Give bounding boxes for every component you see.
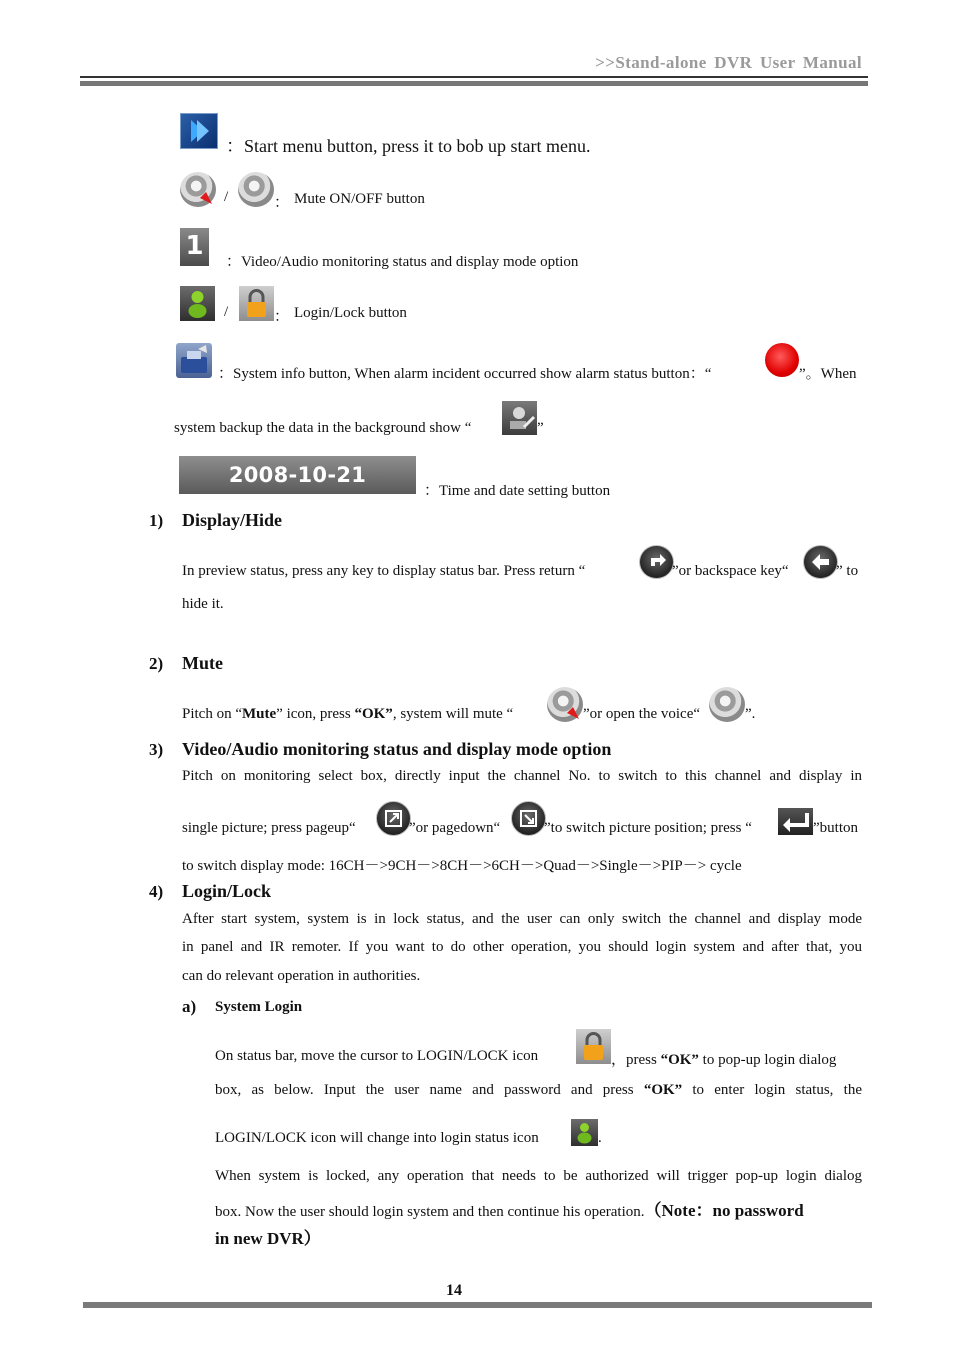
login-paragraph-3-a: LOGIN/LOCK icon will change into login status icon <box>215 1130 539 1146</box>
legend-monitor-text: ：Video/Audio monitoring status and display mode option <box>226 254 579 270</box>
section-3-line-3: to switch display mode: 16CH－>9CH－>8CH－>6CH－>Quad－>Single－>PIP－> cycle <box>182 858 742 874</box>
legend-backup-text: system backup the data in the background show “ <box>174 420 472 436</box>
legend-sysinfo-tail: ”。When <box>799 366 857 382</box>
footer-rule <box>83 1302 872 1308</box>
section-2-text-g: ”. <box>745 706 756 722</box>
slash: / <box>224 304 229 320</box>
channel-one-icon: 1 <box>180 228 209 266</box>
pagedown-icon <box>511 801 546 836</box>
legend-start-text: ：Start menu button, press it to bob up start menu. <box>226 136 591 156</box>
login-paragraph-4-line-2: box. Now the user should login system and then continue his operation.（Note：no password <box>215 1201 804 1220</box>
section-2-number: 2) <box>149 654 164 673</box>
section-3-text-d: ”button <box>813 820 858 836</box>
user-login-icon <box>180 286 215 321</box>
page-number: 14 <box>446 1282 462 1299</box>
mute-off-icon <box>238 172 274 207</box>
mute-off-icon <box>709 687 745 722</box>
section-1-title: Display/Hide <box>182 510 283 530</box>
slash: / <box>224 189 229 205</box>
legend-mute-text: Mute ON/OFF button <box>294 191 425 207</box>
system-info-icon <box>176 343 212 378</box>
section-1-text-b: ”or backspace key“ <box>672 563 789 579</box>
section-2-title: Mute <box>182 653 223 673</box>
enter-key-icon <box>778 808 813 835</box>
section-3-title: Video/Audio monitoring status and display mode option <box>182 739 612 759</box>
legend-datetime-text: ：Time and date setting button <box>424 483 611 499</box>
section-1-text-d: hide it. <box>182 596 224 612</box>
section-3-number: 3) <box>149 740 164 759</box>
user-login-icon <box>571 1119 598 1146</box>
section-3-text-c: ”to switch picture position; press “ <box>544 820 752 836</box>
legend-colon: ： <box>274 309 290 325</box>
legend-colon: ： <box>274 195 290 211</box>
subsection-a-number: a) <box>182 997 197 1016</box>
lock-icon <box>239 286 274 321</box>
login-paragraph-4-line-1: When system is locked, any operation that needs to be authorized will trigger pop-up login dialog <box>215 1168 862 1184</box>
backup-icon <box>502 401 537 435</box>
login-paragraph-3-b: . <box>598 1130 602 1146</box>
login-paragraph-1-a: On status bar, move the cursor to LOGIN/LOCK icon <box>215 1048 539 1064</box>
legend-backup-tail: ” <box>537 420 544 436</box>
note-text: （Note：no password <box>644 1201 804 1220</box>
section-1-text-a: In preview status, press any key to display status bar. Press return “ <box>182 563 586 579</box>
section-4-title: Login/Lock <box>182 881 272 901</box>
return-key-icon <box>639 545 674 579</box>
alarm-status-icon <box>765 343 799 377</box>
section-2-text-f: ”or open the voice“ <box>583 706 701 722</box>
pageup-icon <box>376 801 411 836</box>
legend-login-text: Login/Lock button <box>294 305 407 321</box>
section-3-line-1: Pitch on monitoring select box, directly input the channel No. to switch to this channel and display in <box>182 768 862 784</box>
legend-sysinfo-text: ：System info button, When alarm incident occurred show alarm status button：“ <box>218 366 712 382</box>
section-1-text-c: ” to <box>836 563 859 579</box>
section-4-line-3: can do relevant operation in authorities. <box>182 968 421 984</box>
section-4-line-1: After start system, system is in lock status, and the user can only switch the channel and display mode <box>182 911 862 927</box>
section-3-text-b: ”or pagedown“ <box>409 820 501 836</box>
header-title: >>Stand-alone DVR User Manual <box>595 53 862 72</box>
header-rule-thin <box>80 76 868 78</box>
section-4-number: 4) <box>149 882 164 901</box>
login-paragraph-2: box, as below. Input the user name and password and press “OK” to enter login status, the <box>215 1082 862 1098</box>
mute-on-icon <box>547 687 583 722</box>
lock-icon <box>576 1029 611 1064</box>
section-4-line-2: in panel and IR remoter. If you want to do other operation, you should login system and after that, you <box>182 939 862 955</box>
section-2-paragraph: Pitch on “Mute” icon, press “OK”, system will mute “ <box>182 706 514 722</box>
date-time-display: 2008-10-21 12:10:17 <box>179 456 416 494</box>
section-1-number: 1) <box>149 511 164 530</box>
login-paragraph-1-b: ，press “OK” to pop-up login dialog <box>611 1052 837 1068</box>
subsection-a-title: System Login <box>215 999 303 1015</box>
backspace-key-icon <box>803 545 838 579</box>
section-3-text-a: single picture; press pageup“ <box>182 820 356 836</box>
note-text-end: in new DVR） <box>215 1229 321 1248</box>
mute-on-icon <box>180 172 216 207</box>
start-menu-icon <box>180 113 218 149</box>
header-rule-thick <box>80 81 868 86</box>
